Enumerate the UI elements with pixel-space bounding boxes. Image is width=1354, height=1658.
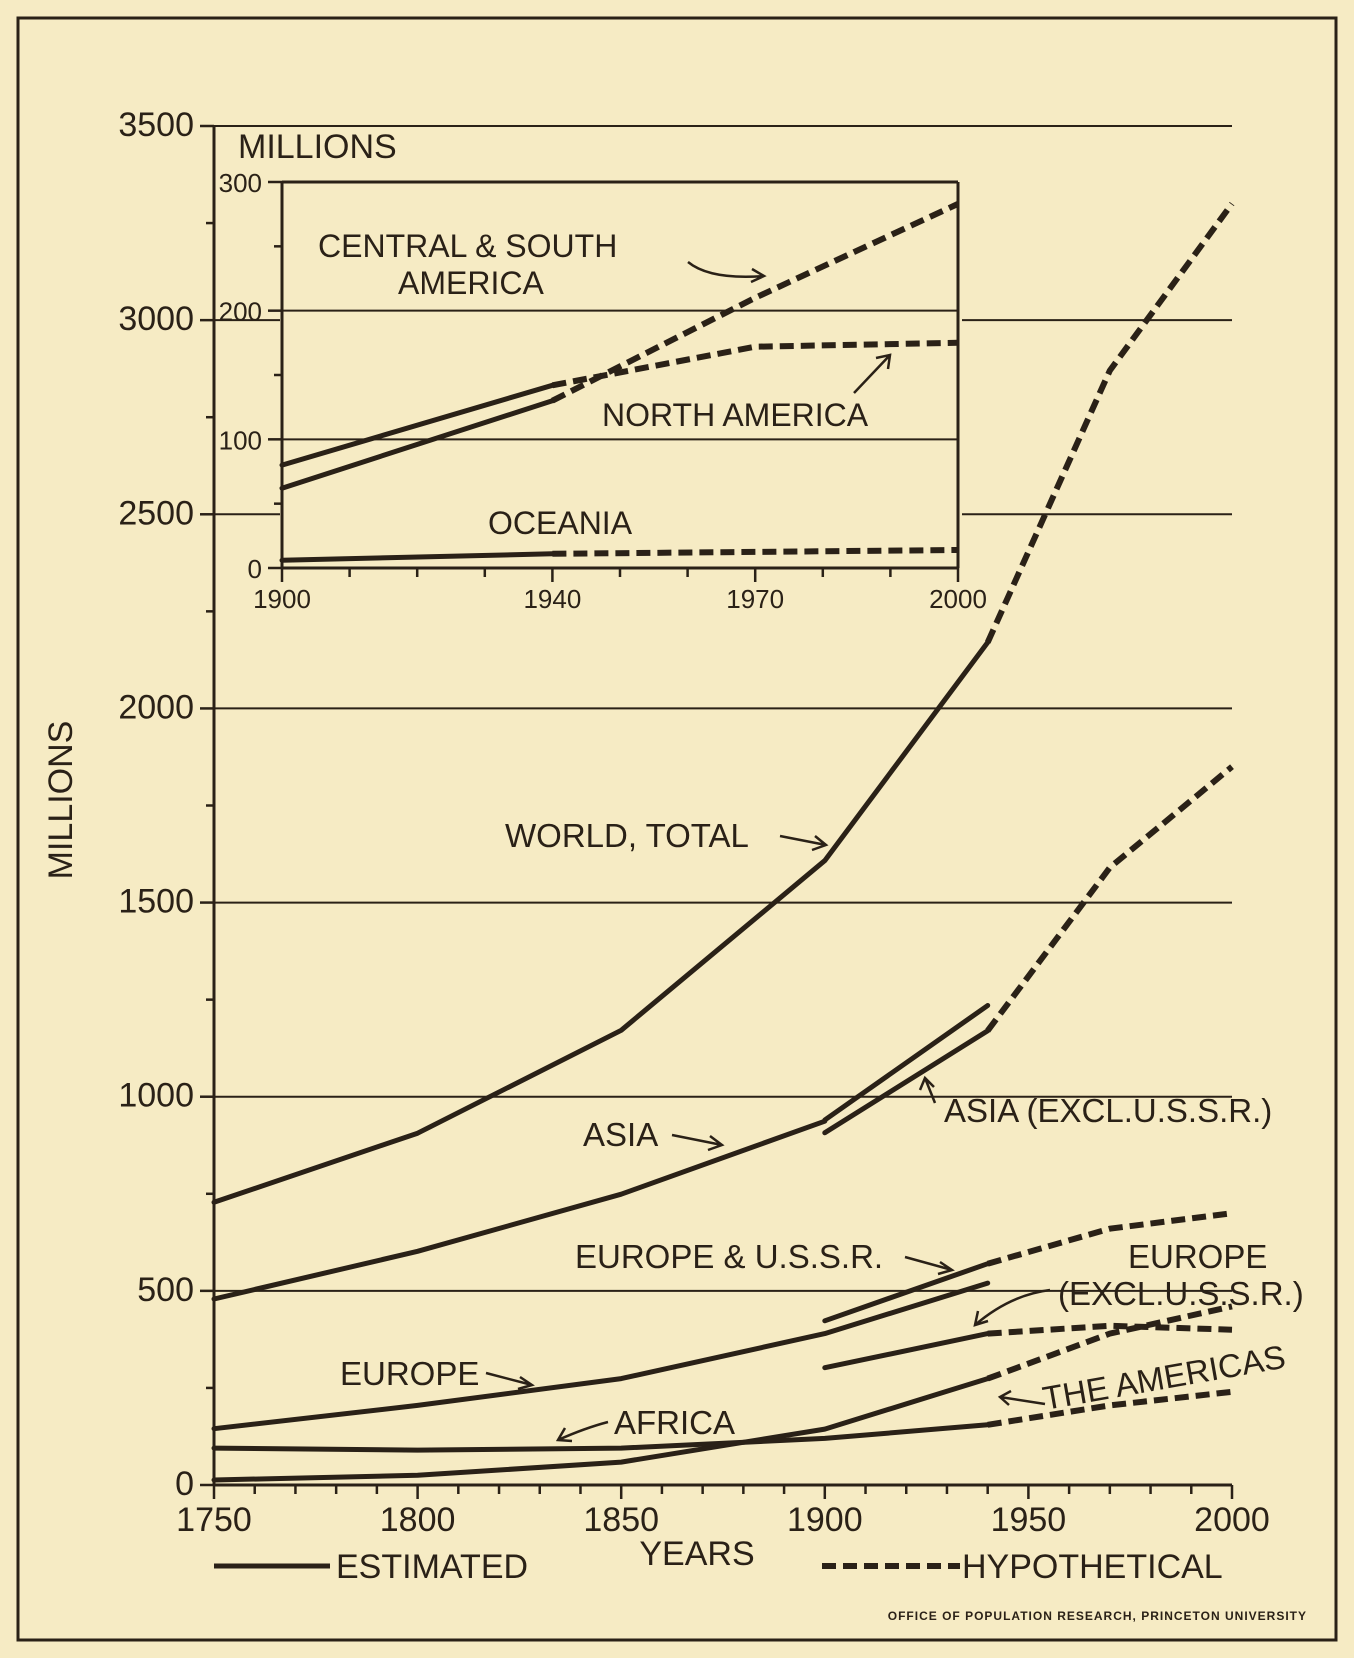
series-africa-estimated: [214, 1425, 988, 1450]
arrow-asia-excl-ussr: [920, 1078, 935, 1103]
series-europe-excl-u-s-s-r-estimated: [825, 1334, 988, 1368]
inset-y-tick-200: 200: [218, 296, 262, 327]
y-tick-3000: 3000: [118, 300, 194, 339]
arrow-world-total: [780, 836, 826, 850]
label-europe: EUROPE: [340, 1355, 480, 1392]
x-tick-1900: 1900: [786, 1501, 863, 1539]
inset-chart: [219, 128, 987, 614]
label-the-americas: THE AMERICAS: [1039, 1337, 1289, 1417]
y-tick-3500: 3500: [118, 106, 194, 144]
label-europe-excl-2: (EXCL.U.S.S.R.): [1058, 1275, 1304, 1312]
y-tick-0: 0: [175, 1465, 194, 1503]
label-world-total: WORLD, TOTAL: [505, 817, 749, 854]
label-asia: ASIA: [583, 1116, 659, 1153]
arrow-europe-excl-ussr: [975, 1290, 1050, 1325]
label-central-south-america-2: AMERICA: [398, 265, 544, 301]
x-axis-label: YEARS: [639, 1535, 755, 1573]
inset-y-tick-100: 100: [218, 425, 262, 456]
label-europe-ussr: EUROPE & U.S.S.R.: [575, 1238, 884, 1275]
arrow-africa: [558, 1422, 608, 1441]
inset-x-tick-1970: 1970: [726, 584, 785, 614]
label-africa: AFRICA: [614, 1404, 736, 1441]
x-tick-2000: 2000: [1194, 1501, 1270, 1539]
x-tick-1750: 1750: [176, 1501, 252, 1539]
label-central-south-america-1: CENTRAL & SOUTH: [318, 228, 618, 264]
y-tick-1500: 1500: [118, 882, 194, 921]
inset-x-tick-1940: 1940: [523, 584, 582, 614]
arrow-the-americas: [1000, 1391, 1045, 1405]
x-tick-1850: 1850: [583, 1501, 660, 1539]
arrow-asia: [672, 1135, 722, 1150]
y-tick-500: 500: [137, 1270, 194, 1309]
y-tick-1000: 1000: [118, 1076, 194, 1115]
series-the-americas-estimated: [214, 1379, 988, 1480]
arrow-europe: [486, 1373, 532, 1389]
label-asia-excl-ussr: ASIA (EXCL.U.S.S.R.): [944, 1092, 1273, 1129]
label-north-america: NORTH AMERICA: [602, 397, 869, 433]
inset-y-tick-0: 0: [247, 554, 262, 584]
inset-x-tick-1900: 1900: [253, 584, 311, 614]
inset-y-tick-300: 300: [218, 168, 262, 198]
y-axis-label: MILLIONS: [42, 720, 80, 880]
inset-y-axis-label: MILLIONS: [238, 128, 397, 166]
y-tick-2000: 2000: [118, 688, 194, 727]
y-tick-2500: 2500: [118, 494, 194, 533]
series-asia-excl-u-s-s-r-hypothetical: [988, 767, 1232, 1031]
legend-hypothetical-label: HYPOTHETICAL: [962, 1548, 1223, 1586]
credit-text: OFFICE OF POPULATION RESEARCH, PRINCETON UNIVERSITY: [887, 1609, 1307, 1623]
label-europe-excl-1: EUROPE: [1128, 1238, 1268, 1275]
label-oceania: OCEANIA: [488, 505, 633, 541]
x-tick-1950: 1950: [990, 1501, 1067, 1539]
legend-estimated-label: ESTIMATED: [336, 1548, 529, 1586]
inset-x-tick-2000: 2000: [929, 584, 987, 614]
x-tick-1800: 1800: [379, 1501, 456, 1539]
series-world-total-hypothetical: [988, 204, 1232, 643]
arrow-europe-ussr: [905, 1257, 952, 1274]
